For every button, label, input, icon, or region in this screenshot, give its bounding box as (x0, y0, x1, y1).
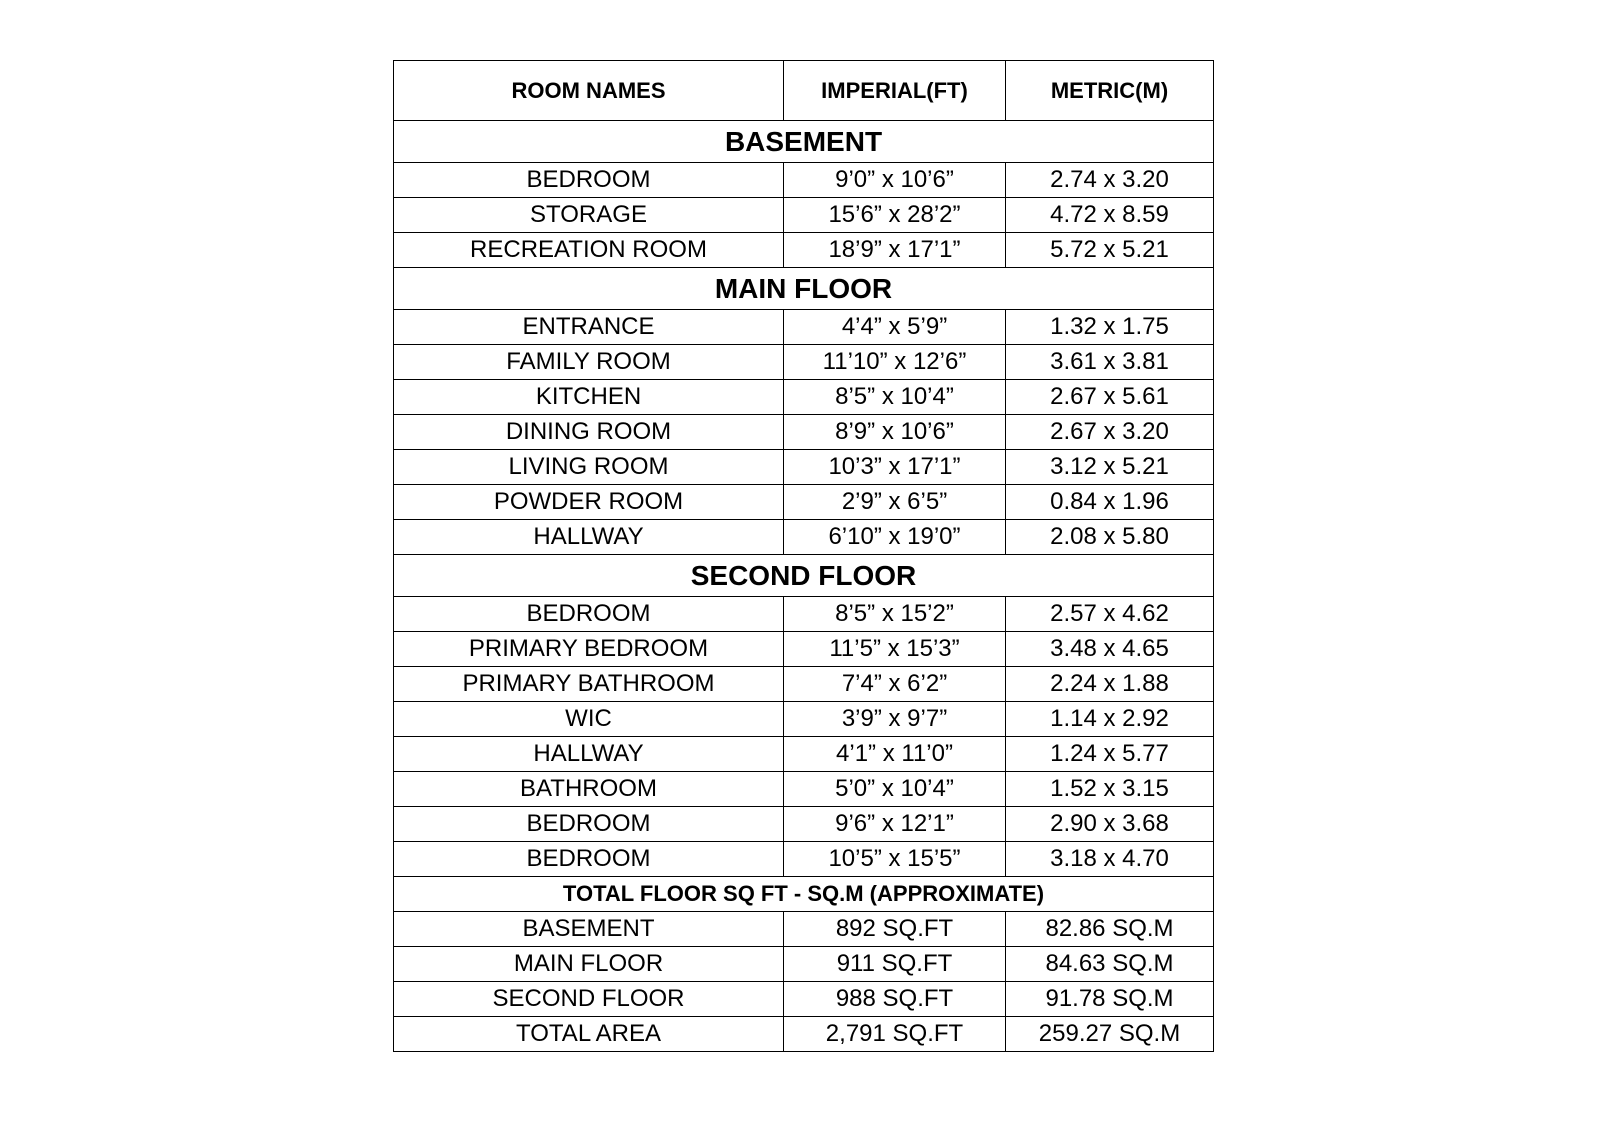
room-name-cell: FAMILY ROOM (394, 345, 784, 380)
table-row (394, 737, 1214, 772)
sqm-cell: 91.78 SQ.M (1006, 982, 1214, 1017)
table-row (394, 345, 1214, 380)
metric-cell: 4.72 x 8.59 (1006, 198, 1214, 233)
metric-cell: 3.48 x 4.65 (1006, 632, 1214, 667)
table-row (394, 520, 1214, 555)
section-row-main-floor (394, 268, 1214, 310)
room-name-cell: BEDROOM (394, 842, 784, 877)
header-room-names: ROOM NAMES (394, 61, 784, 121)
table-row (394, 450, 1214, 485)
imperial-cell: 7’4” x 6’2” (784, 667, 1006, 702)
table-row (394, 233, 1214, 268)
totals-row (394, 1017, 1214, 1052)
totals-row (394, 912, 1214, 947)
room-name-cell: DINING ROOM (394, 415, 784, 450)
room-name-cell: POWDER ROOM (394, 485, 784, 520)
room-name-cell: RECREATION ROOM (394, 233, 784, 268)
metric-cell: 2.67 x 5.61 (1006, 380, 1214, 415)
table-row (394, 807, 1214, 842)
table-row (394, 163, 1214, 198)
floor-name-cell: SECOND FLOOR (394, 982, 784, 1017)
room-name-cell: BATHROOM (394, 772, 784, 807)
imperial-cell: 10’3” x 17’1” (784, 450, 1006, 485)
imperial-cell: 2’9” x 6’5” (784, 485, 1006, 520)
sqm-cell: 84.63 SQ.M (1006, 947, 1214, 982)
sqft-cell: 892 SQ.FT (784, 912, 1006, 947)
imperial-cell: 10’5” x 15’5” (784, 842, 1006, 877)
room-name-cell: HALLWAY (394, 520, 784, 555)
metric-cell: 3.61 x 3.81 (1006, 345, 1214, 380)
room-name-cell: LIVING ROOM (394, 450, 784, 485)
section-title: BASEMENT (394, 121, 1214, 163)
table-row (394, 702, 1214, 737)
floor-name-cell: MAIN FLOOR (394, 947, 784, 982)
totals-row (394, 947, 1214, 982)
floor-name-cell: TOTAL AREA (394, 1017, 784, 1052)
metric-cell: 2.57 x 4.62 (1006, 597, 1214, 632)
imperial-cell: 8’5” x 10’4” (784, 380, 1006, 415)
table-body (394, 121, 1214, 1052)
metric-cell: 5.72 x 5.21 (1006, 233, 1214, 268)
metric-cell: 2.24 x 1.88 (1006, 667, 1214, 702)
table-row (394, 380, 1214, 415)
imperial-cell: 4’1” x 11’0” (784, 737, 1006, 772)
floor-name-cell: BASEMENT (394, 912, 784, 947)
metric-cell: 2.67 x 3.20 (1006, 415, 1214, 450)
room-name-cell: HALLWAY (394, 737, 784, 772)
metric-cell: 1.14 x 2.92 (1006, 702, 1214, 737)
metric-cell: 2.08 x 5.80 (1006, 520, 1214, 555)
section-row-second-floor (394, 555, 1214, 597)
room-name-cell: PRIMARY BATHROOM (394, 667, 784, 702)
room-name-cell: BEDROOM (394, 163, 784, 198)
metric-cell: 1.32 x 1.75 (1006, 310, 1214, 345)
totals-row (394, 982, 1214, 1017)
room-name-cell: BEDROOM (394, 597, 784, 632)
section-title: MAIN FLOOR (394, 268, 1214, 310)
imperial-cell: 9’0” x 10’6” (784, 163, 1006, 198)
imperial-cell: 11’10” x 12’6” (784, 345, 1006, 380)
sqft-cell: 911 SQ.FT (784, 947, 1006, 982)
section-title: SECOND FLOOR (394, 555, 1214, 597)
imperial-cell: 11’5” x 15’3” (784, 632, 1006, 667)
table-row (394, 842, 1214, 877)
room-dimensions-table (393, 60, 1214, 1052)
imperial-cell: 15’6” x 28’2” (784, 198, 1006, 233)
metric-cell: 1.24 x 5.77 (1006, 737, 1214, 772)
imperial-cell: 9’6” x 12’1” (784, 807, 1006, 842)
metric-cell: 2.90 x 3.68 (1006, 807, 1214, 842)
room-name-cell: KITCHEN (394, 380, 784, 415)
totals-title-row (394, 877, 1214, 912)
header-imperial: IMPERIAL(FT) (784, 61, 1006, 121)
metric-cell: 3.12 x 5.21 (1006, 450, 1214, 485)
section-row-basement (394, 121, 1214, 163)
sqft-cell: 988 SQ.FT (784, 982, 1006, 1017)
table-row (394, 198, 1214, 233)
header-metric: METRIC(M) (1006, 61, 1214, 121)
table-header-row (394, 61, 1214, 121)
table-row (394, 597, 1214, 632)
totals-title: TOTAL FLOOR SQ FT - SQ.M (APPROXIMATE) (394, 877, 1214, 912)
imperial-cell: 18’9” x 17’1” (784, 233, 1006, 268)
sqft-cell: 2,791 SQ.FT (784, 1017, 1006, 1052)
table-row (394, 310, 1214, 345)
imperial-cell: 5’0” x 10’4” (784, 772, 1006, 807)
imperial-cell: 4’4” x 5’9” (784, 310, 1006, 345)
imperial-cell: 3’9” x 9’7” (784, 702, 1006, 737)
sqm-cell: 82.86 SQ.M (1006, 912, 1214, 947)
metric-cell: 1.52 x 3.15 (1006, 772, 1214, 807)
room-name-cell: PRIMARY BEDROOM (394, 632, 784, 667)
table-row (394, 415, 1214, 450)
room-name-cell: BEDROOM (394, 807, 784, 842)
table-row (394, 667, 1214, 702)
sqm-cell: 259.27 SQ.M (1006, 1017, 1214, 1052)
room-name-cell: WIC (394, 702, 784, 737)
metric-cell: 0.84 x 1.96 (1006, 485, 1214, 520)
imperial-cell: 8’9” x 10’6” (784, 415, 1006, 450)
metric-cell: 2.74 x 3.20 (1006, 163, 1214, 198)
room-name-cell: STORAGE (394, 198, 784, 233)
imperial-cell: 6’10” x 19’0” (784, 520, 1006, 555)
table-row (394, 485, 1214, 520)
room-name-cell: ENTRANCE (394, 310, 784, 345)
imperial-cell: 8’5” x 15’2” (784, 597, 1006, 632)
table-row (394, 772, 1214, 807)
table-row (394, 632, 1214, 667)
metric-cell: 3.18 x 4.70 (1006, 842, 1214, 877)
